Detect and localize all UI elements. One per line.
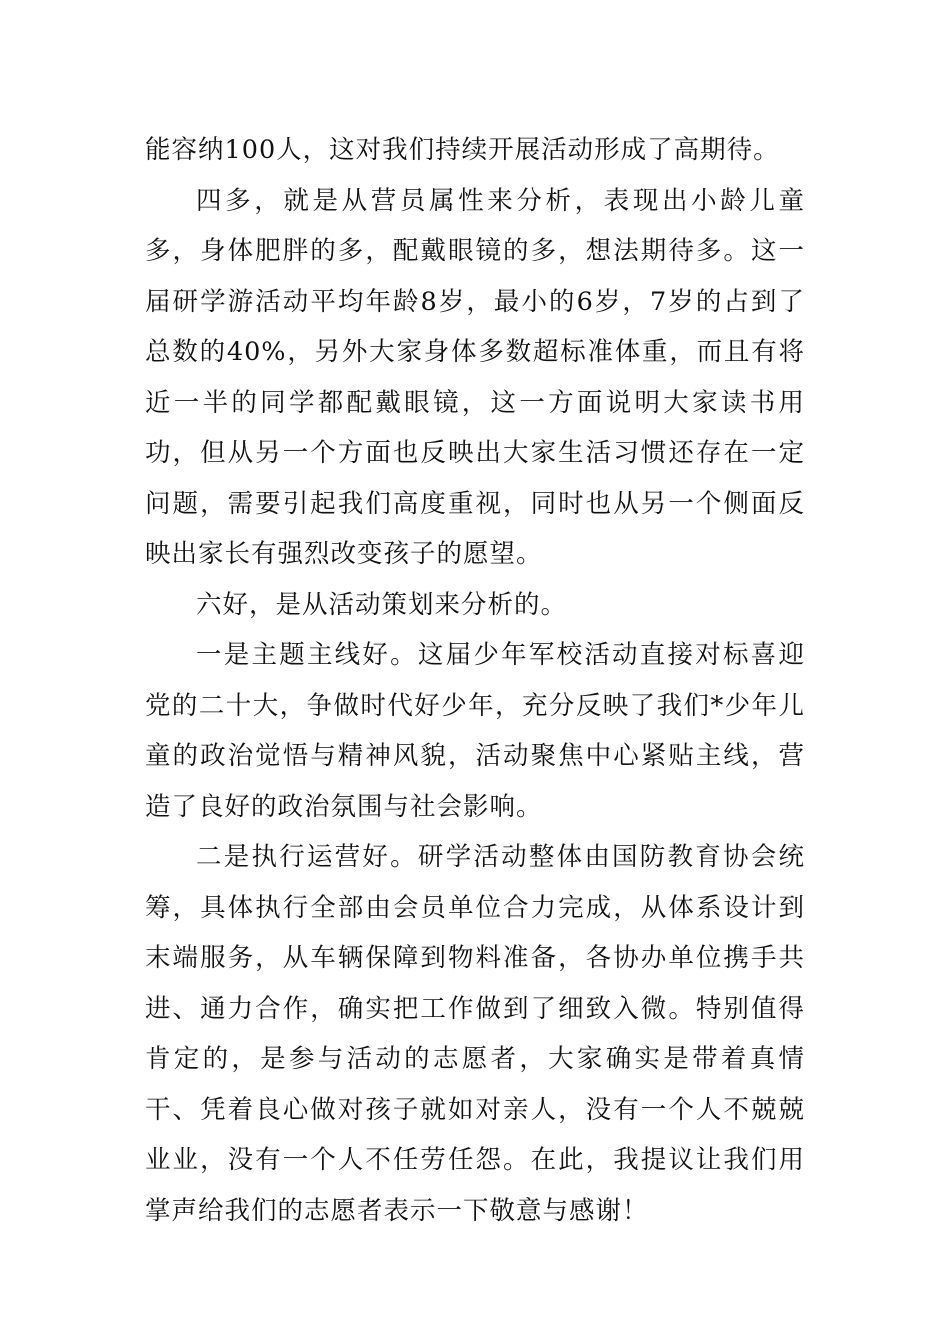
paragraph-4: 一是主题主线好。这届少年军校活动直接对标喜迎党的二十大，争做时代好少年，充分反映了我们*少年儿童的政治觉悟与精神风貌，活动聚焦中心紧贴主线，营造了良好的政治氛围与社会影响。 bbox=[145, 640, 805, 822]
paragraph-3: 六好，是从活动策划来分析的。 bbox=[196, 589, 568, 620]
document-body bbox=[145, 125, 805, 1236]
paragraph-5: 二是执行运营好。研学活动整体由国防教育协会统筹，具体执行全部由会员单位合力完成，从体系设计到末端服务，从车辆保障到物料准备，各协办单位携手共进、通力合作，确实把工作做到了细致入微。特别值得肯定的，是参与活动的志愿者，大家确实是带着真情干、凭着良心做对孩子就如对亲人，没有一个人不兢兢业业，没有一个人不任劳任怨。在此，我提议让我们用掌声给我们的志愿者表示一下敬意与感谢！ bbox=[145, 842, 805, 1226]
paragraph-1: 能容纳100人，这对我们持续开展活动形成了高期待。 bbox=[145, 135, 780, 165]
paragraph-2: 四多，就是从营员属性来分析，表现出小龄儿童多，身体肥胖的多，配戴眼镜的多，想法期待多。这一届研学游活动平均年龄8岁，最小的6岁，7岁的占到了总数的40%，另外大家身体多数超标准体重，而且有将近一半的同学都配戴眼镜，这一方面说明大家读书用功，但从另一个方面也反映出大家生活习惯还存在一定问题，需要引起我们高度重视，同时也从另一个侧面反映出家长有强烈改变孩子的愿望。 bbox=[145, 185, 805, 569]
